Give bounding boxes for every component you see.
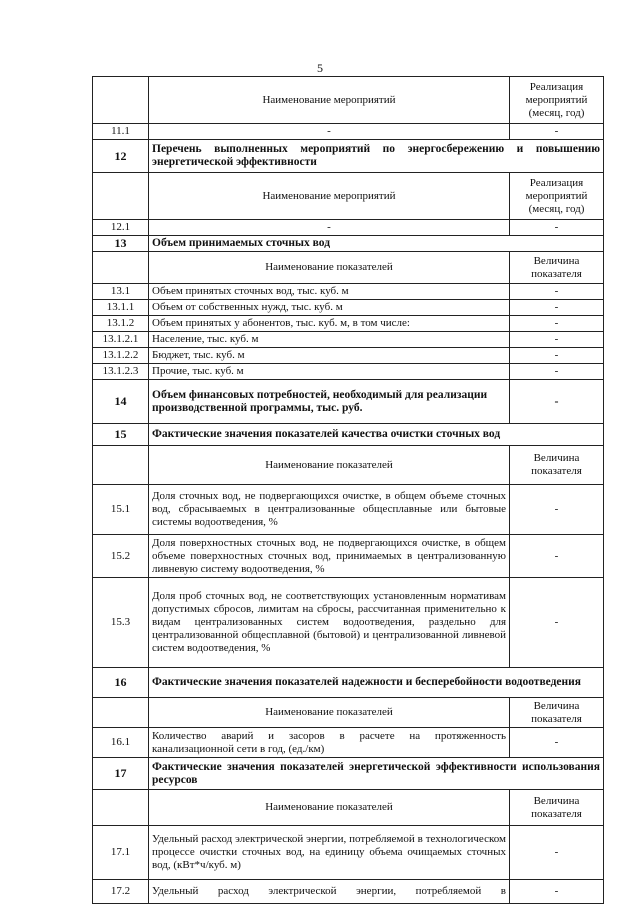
table-row bbox=[93, 578, 604, 668]
row-value: - bbox=[510, 826, 604, 880]
section-number: 16 bbox=[93, 668, 149, 698]
row-number: 13.1.2.1 bbox=[93, 332, 149, 348]
row-value: - bbox=[510, 578, 604, 668]
header-number-cell bbox=[93, 446, 149, 485]
row-value: - bbox=[510, 124, 604, 140]
row-name: Объем принятых у абонентов, тыс. куб. м, в том числе: bbox=[149, 316, 510, 332]
header-indicators-name: Наименование показателей bbox=[149, 252, 510, 284]
section-number: 12 bbox=[93, 140, 149, 173]
header-indicators-name: Наименование показателей bbox=[149, 698, 510, 728]
table-header-row bbox=[93, 252, 604, 284]
header-number-cell bbox=[93, 173, 149, 220]
row-number: 15.1 bbox=[93, 485, 149, 535]
section-number: 17 bbox=[93, 758, 149, 790]
header-indicators-name: Наименование показателей bbox=[149, 446, 510, 485]
table-row bbox=[93, 485, 604, 535]
section-number: 14 bbox=[93, 380, 149, 424]
row-name: Удельный расход электрической энергии, потребляемой в технологическом процессе очистки сточных вод, на единицу объема очищаемых сточных вод, (кВт*ч/куб. м) bbox=[149, 826, 510, 880]
report-table bbox=[92, 76, 604, 904]
row-value: - bbox=[510, 728, 604, 758]
row-value: - bbox=[510, 332, 604, 348]
section-title: Фактические значения показателей энергетической эффективности использования ресурсов bbox=[149, 758, 604, 790]
row-name: Объем от собственных нужд, тыс. куб. м bbox=[149, 300, 510, 316]
table-row bbox=[93, 826, 604, 880]
row-number: 15.3 bbox=[93, 578, 149, 668]
section-title: Перечень выполненных мероприятий по энергосбережению и повышению энергетической эффективности bbox=[149, 140, 604, 173]
row-name: Удельный расход электрической энергии, потребляемой в bbox=[149, 880, 510, 904]
header-number-cell bbox=[93, 790, 149, 826]
row-name: Доля сточных вод, не подвергающихся очистке, в общем объеме сточных вод, сбрасываемых в централизованные общесплавные или бытовые системы водоотведения, % bbox=[149, 485, 510, 535]
row-name: - bbox=[149, 220, 510, 236]
row-name: Прочие, тыс. куб. м bbox=[149, 364, 510, 380]
row-number: 17.1 bbox=[93, 826, 149, 880]
section-row bbox=[93, 424, 604, 446]
header-measures-name: Наименование мероприятий bbox=[149, 77, 510, 124]
row-name: Объем принятых сточных вод, тыс. куб. м bbox=[149, 284, 510, 300]
row-value: - bbox=[510, 300, 604, 316]
table-header-row bbox=[93, 77, 604, 124]
row-number: 11.1 bbox=[93, 124, 149, 140]
table-header-row bbox=[93, 698, 604, 728]
row-number: 16.1 bbox=[93, 728, 149, 758]
section-title: Объем финансовых потребностей, необходимый для реализации производственной программы, тыс. руб. bbox=[149, 380, 510, 424]
row-number: 15.2 bbox=[93, 535, 149, 578]
row-name: Доля поверхностных сточных вод, не подвергающихся очистке, в общем объеме поверхностных сточных вод, принимаемых в централизованную ливневую систему водоотведения, % bbox=[149, 535, 510, 578]
table-row bbox=[93, 535, 604, 578]
table-row bbox=[93, 880, 604, 904]
table-row bbox=[93, 220, 604, 236]
row-value: - bbox=[510, 348, 604, 364]
table-header-row bbox=[93, 173, 604, 220]
table-row bbox=[93, 284, 604, 300]
row-value: - bbox=[510, 284, 604, 300]
table-row bbox=[93, 316, 604, 332]
row-value: - bbox=[510, 880, 604, 904]
row-number: 13.1 bbox=[93, 284, 149, 300]
header-number-cell bbox=[93, 698, 149, 728]
section-title: Фактические значения показателей надежности и бесперебойности водоотведения bbox=[149, 668, 604, 698]
table-row bbox=[93, 728, 604, 758]
row-value: - bbox=[510, 535, 604, 578]
header-indicator-value: Величина показателя bbox=[510, 252, 604, 284]
section-row bbox=[93, 380, 604, 424]
row-number: 13.1.2.3 bbox=[93, 364, 149, 380]
row-value: - bbox=[510, 364, 604, 380]
header-measures-name: Наименование мероприятий bbox=[149, 173, 510, 220]
row-value: - bbox=[510, 316, 604, 332]
header-indicators-name: Наименование показателей bbox=[149, 790, 510, 826]
table-row bbox=[93, 364, 604, 380]
section-number: 13 bbox=[93, 236, 149, 252]
page-number: 5 bbox=[317, 61, 323, 75]
row-number: 17.2 bbox=[93, 880, 149, 904]
row-name: Доля проб сточных вод, не соответствующих установленным нормативам допустимых сбросов, лимитам на сбросы, рассчитанная применительно к видам централизованных систем водоотведения, раздельно для централизованной общесплавной (бытовой) и централизованной ливневой систем водоотведения, % bbox=[149, 578, 510, 668]
row-number: 12.1 bbox=[93, 220, 149, 236]
table-header-row bbox=[93, 446, 604, 485]
header-indicator-value: Величина показателя bbox=[510, 790, 604, 826]
section-row bbox=[93, 236, 604, 252]
section-row bbox=[93, 668, 604, 698]
section-row bbox=[93, 758, 604, 790]
header-number-cell bbox=[93, 252, 149, 284]
table-header-row bbox=[93, 790, 604, 826]
section-value: - bbox=[510, 380, 604, 424]
row-name: Количество аварий и засоров в расчете на протяженность канализационной сети в год, (ед./км) bbox=[149, 728, 510, 758]
row-value: - bbox=[510, 485, 604, 535]
header-measures-realization: Реализация мероприятий (месяц, год) bbox=[510, 173, 604, 220]
table-row bbox=[93, 300, 604, 316]
header-number-cell bbox=[93, 77, 149, 124]
row-name: Население, тыс. куб. м bbox=[149, 332, 510, 348]
header-measures-realization: Реализация мероприятий (месяц, год) bbox=[510, 77, 604, 124]
section-number: 15 bbox=[93, 424, 149, 446]
row-name: Бюджет, тыс. куб. м bbox=[149, 348, 510, 364]
table-row bbox=[93, 124, 604, 140]
section-title: Фактические значения показателей качества очистки сточных вод bbox=[149, 424, 604, 446]
header-indicator-value: Величина показателя bbox=[510, 698, 604, 728]
row-name: - bbox=[149, 124, 510, 140]
table-row bbox=[93, 332, 604, 348]
header-indicator-value: Величина показателя bbox=[510, 446, 604, 485]
row-number: 13.1.2.2 bbox=[93, 348, 149, 364]
row-number: 13.1.1 bbox=[93, 300, 149, 316]
row-number: 13.1.2 bbox=[93, 316, 149, 332]
section-row bbox=[93, 140, 604, 173]
section-title: Объем принимаемых сточных вод bbox=[149, 236, 604, 252]
table-row bbox=[93, 348, 604, 364]
row-value: - bbox=[510, 220, 604, 236]
